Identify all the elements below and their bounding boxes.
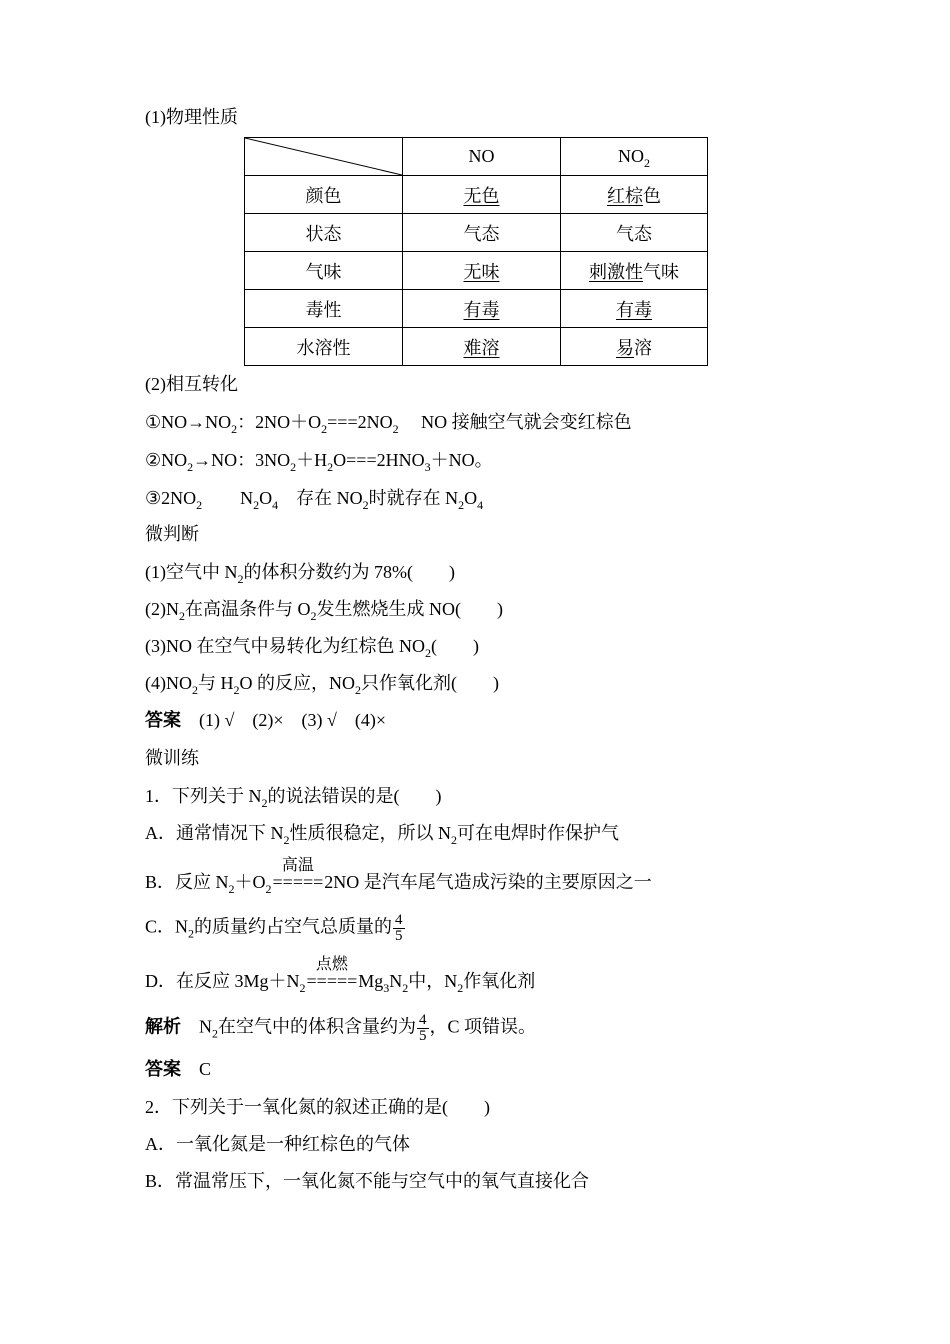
no2-value: 红棕色 [561, 176, 708, 214]
prop-label: 毒性 [245, 290, 403, 328]
prop-label: 颜色 [245, 176, 403, 214]
q2-stem: 2．下列关于一氧化氮的叙述正确的是( ) [145, 1097, 490, 1117]
no-value: 无味 [403, 252, 561, 290]
table-row [245, 176, 708, 214]
no2-value: 易溶 [561, 328, 708, 366]
prop-label: 水溶性 [245, 328, 403, 366]
q2-option-b: B．常温常压下，一氧化氮不能与空气中的氧气直接化合 [145, 1171, 590, 1191]
diagonal-line [245, 138, 402, 175]
header-no2: $NO_2$ [561, 138, 708, 176]
no-value: 无色 [403, 176, 561, 214]
q1-option-b: B．反应 $N_2+O_2$ 高温 =====2NO 是汽车尾气造成污染的主要原因之一 [145, 857, 652, 896]
table-row [245, 328, 708, 366]
fraction-four-fifths: $\frac{4}{5}$ [419, 1012, 427, 1044]
no-value: 有毒 [403, 290, 561, 328]
judge-item-2: $(2)N_2$在高温条件与 $O_2$发生燃烧生成 NO( ) [145, 599, 503, 623]
prop-label: 气味 [245, 252, 403, 290]
conversion-2: $②NO_2\to NO$：$3NO_2+H_2O===2HNO_3+NO$。 [145, 450, 493, 474]
answer-1: 答案 (1) √ (2)× (3) √ (4)× [145, 710, 387, 730]
q1-stem: 1．下列关于 $N_2$的说法错误的是( ) [145, 786, 442, 810]
q1-option-a: A．通常情况下 $N_2$性质很稳定，所以 $N_2$可在电焊时作保护气 [145, 823, 619, 847]
table-row [245, 252, 708, 290]
q1-option-c: C．$N_2$的质量约占空气总质量的 $\frac{4}{5}$ [145, 912, 403, 944]
conversion-1: $①NO\to NO_2$：$2NO+O_2===2NO_2$ NO 接触空气就会变红棕色 [145, 412, 632, 436]
properties-table [244, 137, 708, 366]
q2-option-a: A．一氧化氮是一种红棕色的气体 [145, 1134, 410, 1154]
no-value: 气态 [403, 214, 561, 252]
section-physical-title: (1)物理性质 [145, 107, 238, 127]
header-no: NO [403, 138, 561, 176]
table-row [245, 290, 708, 328]
no2-value: 刺激性气味 [561, 252, 708, 290]
no-value: 难溶 [403, 328, 561, 366]
conversion-3: $③2NO_2$ $N_2O_4$ 存在 $NO_2$时就存在 $N_2O_4$ [145, 488, 484, 512]
judge-item-4: $(4)NO_2$与 $H_2O$ 的反应，$NO_2$只作氧化剂( ) [145, 673, 499, 697]
table-row [245, 214, 708, 252]
fraction-four-fifths: $\frac{4}{5}$ [395, 912, 403, 944]
no2-value: 有毒 [561, 290, 708, 328]
diagonal-header-cell [245, 138, 403, 176]
answer-2: 答案 C [145, 1059, 212, 1079]
train-title: 微训练 [145, 748, 199, 768]
q1-option-d: D．在反应 $3Mg+N_2$ 点燃 $=====Mg_3N_2$中，$N_2$作氧化剂 [145, 956, 536, 995]
judge-title: 微判断 [145, 524, 199, 544]
judge-item-1: (1)空气中 $N_2$的体积分数约为 78%( ) [145, 562, 455, 586]
prop-label: 状态 [245, 214, 403, 252]
section-conversion-title: (2)相互转化 [145, 374, 238, 394]
no2-value: 气态 [561, 214, 708, 252]
table-header-row [245, 138, 708, 176]
judge-item-3: (3)NO 在空气中易转化为红棕色 $NO_2$( ) [145, 636, 479, 660]
q1-analysis: 解析 $N_2$在空气中的体积含量约为 $\frac{4}{5}$ ，C 项错误。 [145, 1012, 537, 1044]
